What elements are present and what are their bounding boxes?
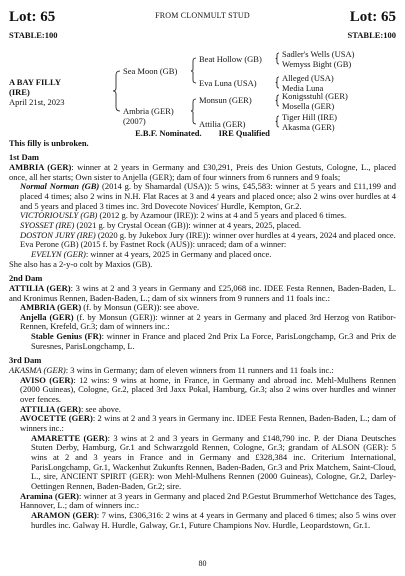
foal-text: (f. by Monsun (GER)): see above. <box>81 302 200 313</box>
lot-number-right: Lot: 65 <box>349 9 396 25</box>
first-dam-foal <box>9 182 396 211</box>
stud-name: FROM CLONMULT STUD <box>155 11 250 20</box>
stable-left: STABLE:100 <box>9 30 58 40</box>
foal-text: : 7 wins, £306,316: 2 wins at 4 years in Germany and placed 6 times; also 5 wins over hurdles inc. Galway H. Hurdle, Galway, Gr.1, Future Champions Nov. Hurdle, Leopardstown, Gr.1. <box>31 509 396 530</box>
ss-dam: Wemyss Bight (GB) <box>282 59 352 69</box>
second-dam-foal <box>9 313 396 332</box>
third-dam-foal <box>9 492 396 511</box>
foal-name: ATTILIA (GER) <box>20 403 82 414</box>
sire-name: Sea Moon (GB) <box>123 66 178 76</box>
foal-name: AVOCETTE (GER) <box>20 413 93 424</box>
dd-dam: Akasma (GER) <box>282 122 335 132</box>
dd-sire: Tiger Hill (IRE) <box>282 112 337 122</box>
foal-name: AMARETTE (GER) <box>31 432 108 443</box>
horse-country: (IRE) <box>9 87 30 97</box>
foal-text: (2012 g. by Azamour (IRE)): 2 wins at 4 and 5 years and placed 6 times. <box>97 210 347 221</box>
horse-name: A BAY FILLY <box>9 77 61 87</box>
foal-name: Aramina (GER) <box>20 490 80 501</box>
foal-name: SYOSSET (IRE) <box>20 219 75 230</box>
foal-text: : 2 wins at 2 and 3 years in Germany inc. IDEE Festa Rennen, Baden-Baden, L.; dam of winners inc.: <box>20 413 396 434</box>
ds-sire: Konigsstuhl (GER) <box>282 91 348 101</box>
nomination-line: E.B.F. Nominated. IRE Qualified <box>135 128 270 138</box>
foal-text: (2020 g. by Jukebox Jury (IRE)): winner over hurdles at 4 years, 2024 and placed once. <box>95 229 396 240</box>
foals-note: She also has a 2-y-o colt by Maxios (GB). <box>9 258 153 269</box>
sire-sire: Beat Hollow (GB) <box>199 54 262 64</box>
second-dam-heading: 2nd Dam <box>9 273 43 284</box>
page-number: 80 <box>198 559 207 568</box>
first-dam-entry <box>9 163 396 182</box>
foal-name: EVELYN (GER) <box>31 248 86 259</box>
foal-text: : see above. <box>81 403 121 414</box>
foal-name: AMBRIA (GER) <box>20 302 82 313</box>
lot-number-left: Lot: 65 <box>9 9 56 25</box>
dam-year: (2007) <box>123 116 146 126</box>
foal-text: : 12 wins: 9 wins at home, in France, in Germany and abroad inc. Mehl-Mulhens Rennen (2000 Guineas), Cologne, Gr.2, placed 3rd Jaxx Pokal, Hamburg, Gr.3; also 2 wins over hurdles and winner over fences. <box>20 374 396 405</box>
ss-sire: Sadler's Wells (USA) <box>282 49 355 59</box>
third-dam-heading: 3rd Dam <box>9 355 42 366</box>
foal-text: (2021 g. by Crystal Ocean (GB)): winner at 4 years, 2025, placed. <box>74 219 301 230</box>
third-dam-foal <box>9 414 396 433</box>
ds-dam: Mosella (GER) <box>282 101 335 111</box>
foal-text: (2014 g. by Shamardal (USA)): 5 wins, £45,583: winner at 5 years and £11,199 and placed 4 times; also 2 wins in N.H. Flat Races at 3 and 4 years and placed once; also 2 wins over hurdles at 4 and 5 years and placed 3 times inc. 3rd Dovecote Novices' Hurdle, Kempton, Gr.2. <box>20 181 396 211</box>
dam-name: Ambria (GER) <box>123 106 174 116</box>
foal-name: Normal Norman (GB) <box>20 181 100 192</box>
foal-text: : winner at 3 years in Germany and placed 2nd P.Gestut Brummerhof Wettchance des Tages, Hannover, L.; dam of winners inc.: <box>20 490 396 511</box>
first-dam-text: : winner at 2 years in Germany and £30,291, Preis des Union Gestuts, Cologne, L., placed once, all her starts; Own sister to Anjella (GER); dam of four winners from 6 runners and 9 foals; <box>9 161 396 182</box>
dam-sire: Monsun (GER) <box>199 95 252 105</box>
first-dam-name: AMBRIA (GER) <box>9 161 72 172</box>
foaling-date: April 21st, 2023 <box>9 97 65 107</box>
sire-dam: Eva Luna (USA) <box>199 78 257 88</box>
foal-name: DOSTON JURY (IRE) <box>20 229 96 240</box>
foal-name: AVISO (GER) <box>20 374 74 385</box>
second-dam-grandfoal <box>9 332 396 351</box>
foal-text: : winner at 4 years, 2025 in Germany and placed once. <box>85 248 272 259</box>
foal-name: Eva Perone (GB) <box>20 239 79 250</box>
unbroken-note: This filly is unbroken. <box>9 137 89 148</box>
pedigree-table <box>9 50 399 132</box>
page-header <box>9 8 396 28</box>
sd-sire: Alleged (USA) <box>282 73 334 83</box>
catalogue-body <box>9 129 396 530</box>
first-dam-heading: 1st Dam <box>9 152 39 163</box>
foal-text: : 3 wins at 2 and 3 years in Germany and £148,790 inc. P. der Diana Deutsches Stuten Derby, Hamburg, Gr.1 and Schwarzgold Rennen, Cologne, Gr.3; grandam of ALSON (GER): 5 wins at 2 and 3 years in France and in Germany and £328,384 inc. Criterium International, ParisLongchamp, Gr.1, Wackenhut Zukunfts Rennen, Baden-Baden, Gr.3 and Prix Matchem, Saint-Cloud, L., sire, ANCIENT SPIRIT (GER): won Mehl-Mulhens Rennen (2000 Guineas), Cologne, Gr.2, Darley-Oettingen Rennen, Baden-Baden, Gr.2; sire. <box>31 432 396 491</box>
foal-name: Stable Genius (FR) <box>31 331 102 342</box>
foal-text: : winner in France and placed 2nd Prix La Force, ParisLongchamp, Gr.3 and Prix de Suresnes, ParisLongchamp, L. <box>31 331 396 351</box>
second-dam-name: ATTILIA (GER) <box>9 282 71 293</box>
foal-name: Anjella (GER) <box>20 311 74 322</box>
foal-name: ARAMON (GER) <box>31 509 97 520</box>
third-dam-text: : 3 wins in Germany; dam of eleven winners from 11 runners and 11 foals inc.: <box>65 365 334 376</box>
third-dam-name: AKASMA (GER) <box>9 365 66 376</box>
foal-text: (2015 f. by Fastnet Rock (AUS)): unraced; dam of a winner: <box>78 239 287 250</box>
third-dam-foal <box>9 376 396 405</box>
dam-dam: Attilia (GER) <box>199 119 246 129</box>
third-dam-grandfoal <box>9 434 396 492</box>
second-dam-text: : 3 wins at 2 and 3 years in Germany and £25,068 inc. IDEE Festa Rennen, Baden-Baden, L. and Kronimus Rennen, Baden-Baden, L.; dam of six winners from 9 runners and 11 foals inc.: <box>9 282 396 303</box>
second-dam-entry <box>9 284 396 303</box>
third-dam-grandfoal <box>9 511 396 530</box>
sd-dam: Media Luna <box>282 83 324 93</box>
foal-text: (f. by Monsun (GER)): winner at 2 years in Germany and placed 3rd Herzog von Ratibor-Rennen, Krefeld, Gr.3; dam of winners inc.: <box>20 311 396 332</box>
stable-right: STABLE:100 <box>347 30 396 40</box>
foal-name: VICTORIOUSLY (GB) <box>20 210 98 221</box>
